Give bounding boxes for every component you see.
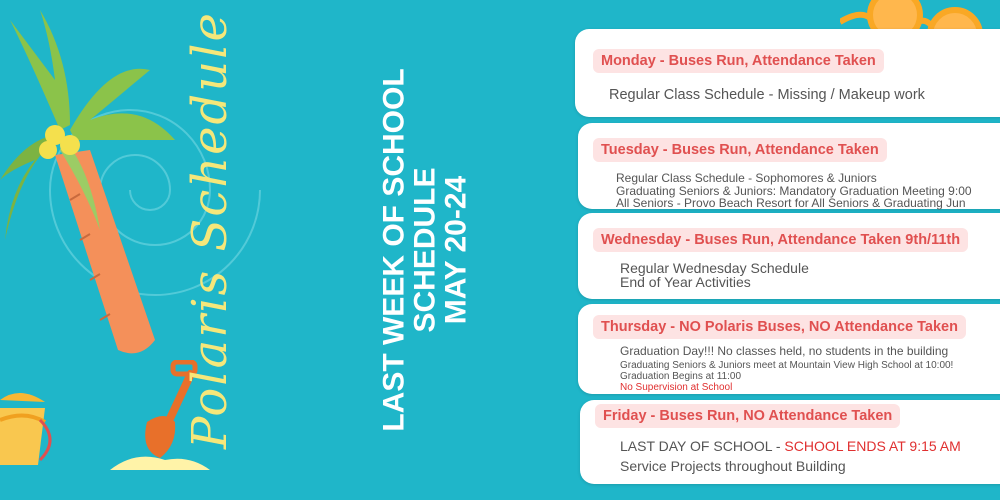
card-monday <box>575 29 1000 117</box>
thursday-line-1: Graduation Day!!! No classes held, no students in the building <box>620 344 949 358</box>
friday-line-1-prefix: LAST DAY OF SCHOOL - <box>620 438 785 454</box>
heading-line-2: SCHEDULE <box>408 167 442 333</box>
thursday-line-2: Graduating Seniors & Juniors meet at Mountain View High School at 10:00! <box>620 360 954 371</box>
card-tuesday <box>578 123 1000 209</box>
thursday-line-4: No Supervision at School <box>620 382 733 393</box>
day-label-wednesday: Wednesday - Buses Run, Attendance Taken 9th/11th <box>593 228 968 252</box>
friday-line-2: Service Projects throughout Building <box>620 458 846 474</box>
wednesday-line-1: Regular Wednesday Schedule <box>620 260 809 276</box>
heading-line-3: MAY 20-24 <box>439 175 473 325</box>
sand-bucket-illustration <box>0 380 60 470</box>
tuesday-line-3: All Seniors - Provo Beach Resort for All Seniors & Graduating Jun <box>616 196 966 210</box>
card-thursday <box>578 304 1000 394</box>
day-label-monday: Monday - Buses Run, Attendance Taken <box>593 49 884 73</box>
tuesday-line-2: Graduating Seniors & Juniors: Mandatory Graduation Meeting 9:00 <box>616 184 972 198</box>
day-label-friday: Friday - Buses Run, NO Attendance Taken <box>595 404 900 428</box>
palm-tree-illustration <box>0 0 200 380</box>
monday-line-1: Regular Class Schedule - Missing / Makeup work <box>609 87 925 103</box>
day-label-tuesday: Tuesday - Buses Run, Attendance Taken <box>593 138 887 162</box>
tuesday-line-1: Regular Class Schedule - Sophomores & Juniors <box>616 171 877 185</box>
friday-line-1-highlight: SCHOOL ENDS AT 9:15 AM <box>784 438 961 454</box>
wednesday-line-2: End of Year Activities <box>620 274 751 290</box>
heading-line-1: LAST WEEK OF SCHOOL <box>377 68 411 432</box>
day-label-thursday: Thursday - NO Polaris Buses, NO Attendance Taken <box>593 315 966 339</box>
thursday-line-3: Graduation Begins at 11:00 <box>620 371 742 382</box>
friday-line-1 <box>620 438 961 454</box>
card-wednesday <box>578 213 1000 299</box>
card-friday <box>580 400 1000 484</box>
title-text: Polaris Schedule <box>182 11 238 449</box>
